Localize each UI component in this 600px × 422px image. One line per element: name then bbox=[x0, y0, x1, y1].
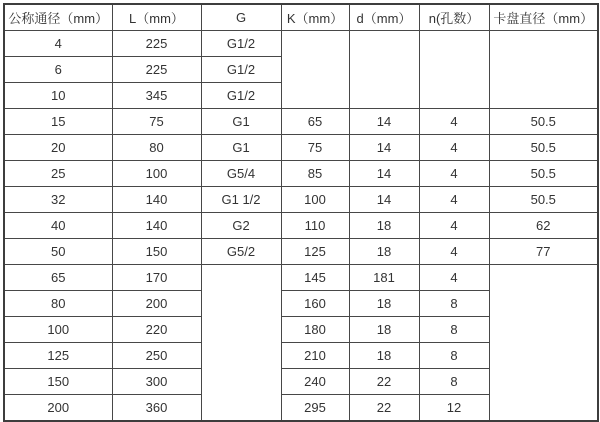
table-cell: G1 bbox=[201, 109, 281, 135]
table-cell: G1/2 bbox=[201, 83, 281, 109]
header-row bbox=[4, 4, 598, 31]
table-cell: 4 bbox=[419, 265, 489, 291]
column-header-6: 卡盘直径（mm） bbox=[489, 4, 598, 31]
table-cell: G2 bbox=[201, 213, 281, 239]
table-cell: 75 bbox=[281, 135, 349, 161]
table-cell: 180 bbox=[281, 317, 349, 343]
table-row bbox=[4, 109, 598, 135]
table-cell: 22 bbox=[349, 369, 419, 395]
table-cell: 8 bbox=[419, 291, 489, 317]
table-cell: 4 bbox=[4, 31, 112, 57]
table-cell: 300 bbox=[112, 369, 201, 395]
table-cell: G1 bbox=[201, 135, 281, 161]
table-cell: 181 bbox=[349, 265, 419, 291]
table-cell: 77 bbox=[489, 239, 598, 265]
table-cell: 145 bbox=[281, 265, 349, 291]
table-cell: 85 bbox=[281, 161, 349, 187]
table-row bbox=[4, 31, 598, 57]
table-cell: 125 bbox=[281, 239, 349, 265]
table-cell: 100 bbox=[112, 161, 201, 187]
table-cell: 250 bbox=[112, 343, 201, 369]
table-cell: 160 bbox=[281, 291, 349, 317]
table-cell: 20 bbox=[4, 135, 112, 161]
table-row bbox=[4, 265, 598, 291]
table-cell: 65 bbox=[4, 265, 112, 291]
table-cell: 100 bbox=[4, 317, 112, 343]
table-cell: 50.5 bbox=[489, 135, 598, 161]
table-cell: 150 bbox=[4, 369, 112, 395]
table-cell: 14 bbox=[349, 109, 419, 135]
table-cell: 25 bbox=[4, 161, 112, 187]
table-cell: 240 bbox=[281, 369, 349, 395]
table-cell: 65 bbox=[281, 109, 349, 135]
table-cell bbox=[349, 31, 419, 109]
table-cell bbox=[201, 265, 281, 422]
table-row bbox=[4, 213, 598, 239]
table-cell: 200 bbox=[4, 395, 112, 422]
table-cell: 345 bbox=[112, 83, 201, 109]
table-cell: 80 bbox=[4, 291, 112, 317]
column-header-2: G bbox=[201, 4, 281, 31]
table-cell: 50.5 bbox=[489, 161, 598, 187]
table-cell: 360 bbox=[112, 395, 201, 422]
table-cell: 140 bbox=[112, 213, 201, 239]
table-cell: 40 bbox=[4, 213, 112, 239]
table-cell: 15 bbox=[4, 109, 112, 135]
table-cell: 10 bbox=[4, 83, 112, 109]
table-cell: 140 bbox=[112, 187, 201, 213]
table-cell: 18 bbox=[349, 291, 419, 317]
table-cell: G1 1/2 bbox=[201, 187, 281, 213]
table-cell bbox=[281, 31, 349, 109]
table-cell: 18 bbox=[349, 317, 419, 343]
table-cell: 4 bbox=[419, 161, 489, 187]
table-cell: 50.5 bbox=[489, 187, 598, 213]
table-cell: 210 bbox=[281, 343, 349, 369]
table-cell: G1/2 bbox=[201, 31, 281, 57]
table-row bbox=[4, 135, 598, 161]
table-cell: 18 bbox=[349, 343, 419, 369]
table-cell: 80 bbox=[112, 135, 201, 161]
table-cell bbox=[419, 31, 489, 109]
table-cell: 18 bbox=[349, 213, 419, 239]
table-cell: G5/2 bbox=[201, 239, 281, 265]
table-cell: 32 bbox=[4, 187, 112, 213]
table-row bbox=[4, 161, 598, 187]
table-cell: 295 bbox=[281, 395, 349, 422]
table-cell: 4 bbox=[419, 239, 489, 265]
column-header-5: n(孔数） bbox=[419, 4, 489, 31]
table-cell: 8 bbox=[419, 369, 489, 395]
table-cell: 225 bbox=[112, 31, 201, 57]
table-cell: 4 bbox=[419, 135, 489, 161]
column-header-3: K（mm） bbox=[281, 4, 349, 31]
table-cell: 75 bbox=[112, 109, 201, 135]
table-cell: 50 bbox=[4, 239, 112, 265]
table-cell: G5/4 bbox=[201, 161, 281, 187]
table-cell: 4 bbox=[419, 213, 489, 239]
table-row bbox=[4, 187, 598, 213]
table-cell: 8 bbox=[419, 317, 489, 343]
table-cell: 6 bbox=[4, 57, 112, 83]
table-cell: 22 bbox=[349, 395, 419, 422]
table-cell: 200 bbox=[112, 291, 201, 317]
table-row bbox=[4, 239, 598, 265]
table-cell bbox=[489, 265, 598, 422]
table-cell: 220 bbox=[112, 317, 201, 343]
table-cell: 150 bbox=[112, 239, 201, 265]
table-cell: 170 bbox=[112, 265, 201, 291]
table-cell: 8 bbox=[419, 343, 489, 369]
table-cell bbox=[489, 31, 598, 109]
table-cell: 100 bbox=[281, 187, 349, 213]
table-cell: 18 bbox=[349, 239, 419, 265]
table-cell: 125 bbox=[4, 343, 112, 369]
spec-table bbox=[3, 3, 599, 422]
table-cell: 4 bbox=[419, 109, 489, 135]
column-header-1: L（mm） bbox=[112, 4, 201, 31]
table-cell: 12 bbox=[419, 395, 489, 422]
spec-table-head bbox=[4, 4, 598, 31]
table-cell: 110 bbox=[281, 213, 349, 239]
column-header-0: 公称通径（mm） bbox=[4, 4, 112, 31]
table-cell: 4 bbox=[419, 187, 489, 213]
table-cell: 50.5 bbox=[489, 109, 598, 135]
table-cell: 62 bbox=[489, 213, 598, 239]
table-cell: 14 bbox=[349, 161, 419, 187]
table-cell: 14 bbox=[349, 135, 419, 161]
column-header-4: d（mm） bbox=[349, 4, 419, 31]
table-cell: G1/2 bbox=[201, 57, 281, 83]
spec-table-body bbox=[4, 31, 598, 422]
table-cell: 14 bbox=[349, 187, 419, 213]
table-cell: 225 bbox=[112, 57, 201, 83]
